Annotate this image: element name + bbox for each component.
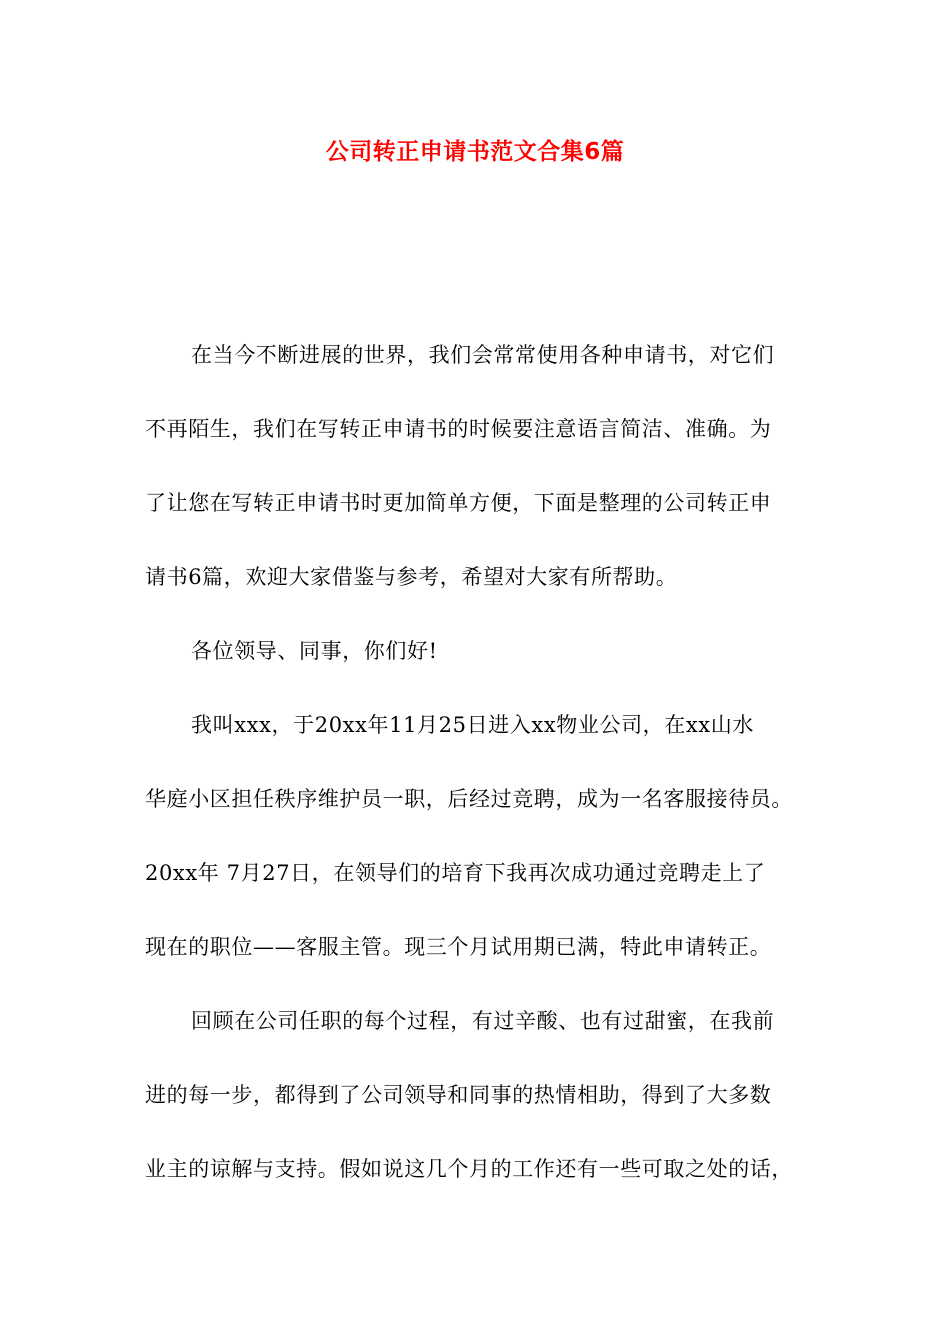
- text-line: 我叫xxx，于20xx年11月25日进入xx物业公司，在xx山水: [191, 713, 754, 737]
- text-line: 进的每一步，都得到了公司领导和同事的热情相助，得到了大多数: [145, 1083, 772, 1107]
- text-line: 华庭小区担任秩序维护员一职，后经过竞聘，成为一名客服接待员。: [145, 787, 793, 811]
- document-title: 公司转正申请书范文合集6篇: [325, 139, 625, 165]
- text-line: 了让您在写转正申请书时更加简单方便，下面是整理的公司转正申: [145, 491, 772, 515]
- text-line: 请书6篇，欢迎大家借鉴与参考，希望对大家有所帮助。: [145, 565, 678, 589]
- text-line: 在当今不断进展的世界，我们会常常使用各种申请书，对它们: [191, 343, 775, 367]
- text-line: 现在的职位——客服主管。现三个月试用期已满，特此申请转正。: [145, 935, 772, 959]
- text-line: 回顾在公司任职的每个过程，有过辛酸、也有过甜蜜，在我前: [191, 1009, 775, 1033]
- text-line: 业主的谅解与支持。假如说这几个月的工作还有一些可取之处的话，: [145, 1157, 793, 1181]
- text-line: 各位领导、同事，你们好!: [191, 639, 438, 663]
- text-line: 不再陌生，我们在写转正申请书的时候要注意语言简洁、准确。为: [145, 417, 772, 441]
- text-line: 20xx年 7月27日，在领导们的培育下我再次成功通过竞聘走上了: [145, 861, 766, 885]
- document-body: [145, 318, 815, 1206]
